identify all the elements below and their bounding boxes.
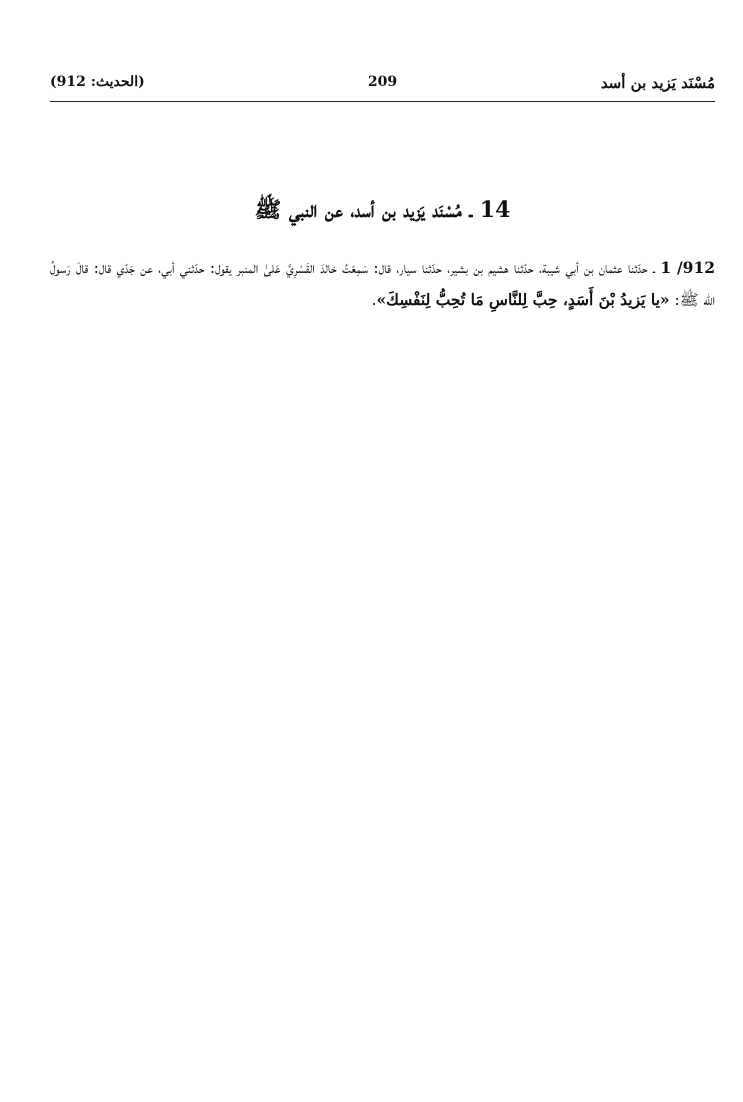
running-header-title: مُسْنَد يَزيد بن أسد [600,74,715,92]
hadith-reference: (الحديث: 912) [50,74,145,90]
hadith-number: 912/ 1 [660,258,716,277]
hadith-end: . [371,291,377,309]
prophetic-quote: «يا يَزيدُ بْنَ أَسَدٍ، حِبَّ لِلنَّاسِ مَا تُحِبُّ لِنَفْسِكَ» [376,290,670,309]
chapter-title: 14 ـ مُسْنَد يَزيد بن أسد، عن النبي ﷺ [254,197,511,223]
page-number: 209 [367,74,398,90]
running-header [50,70,715,98]
hadith-separator: ـ [647,259,661,277]
header-divider [50,101,715,102]
hadith-paragraph [50,252,715,316]
hadith-narration: حدّثنا عثمان بن أبي شيبة، حدّثنا هشيم بن بشير، حدّثنا سيار، قال: سَمِعْتُ خالدَ القَسْرِيَّ عَلىٰ المنبر يقول: حدّثني أبي، عن جَدّي قال: قالَ رَسولُ الله ﷺ: [50,259,715,309]
